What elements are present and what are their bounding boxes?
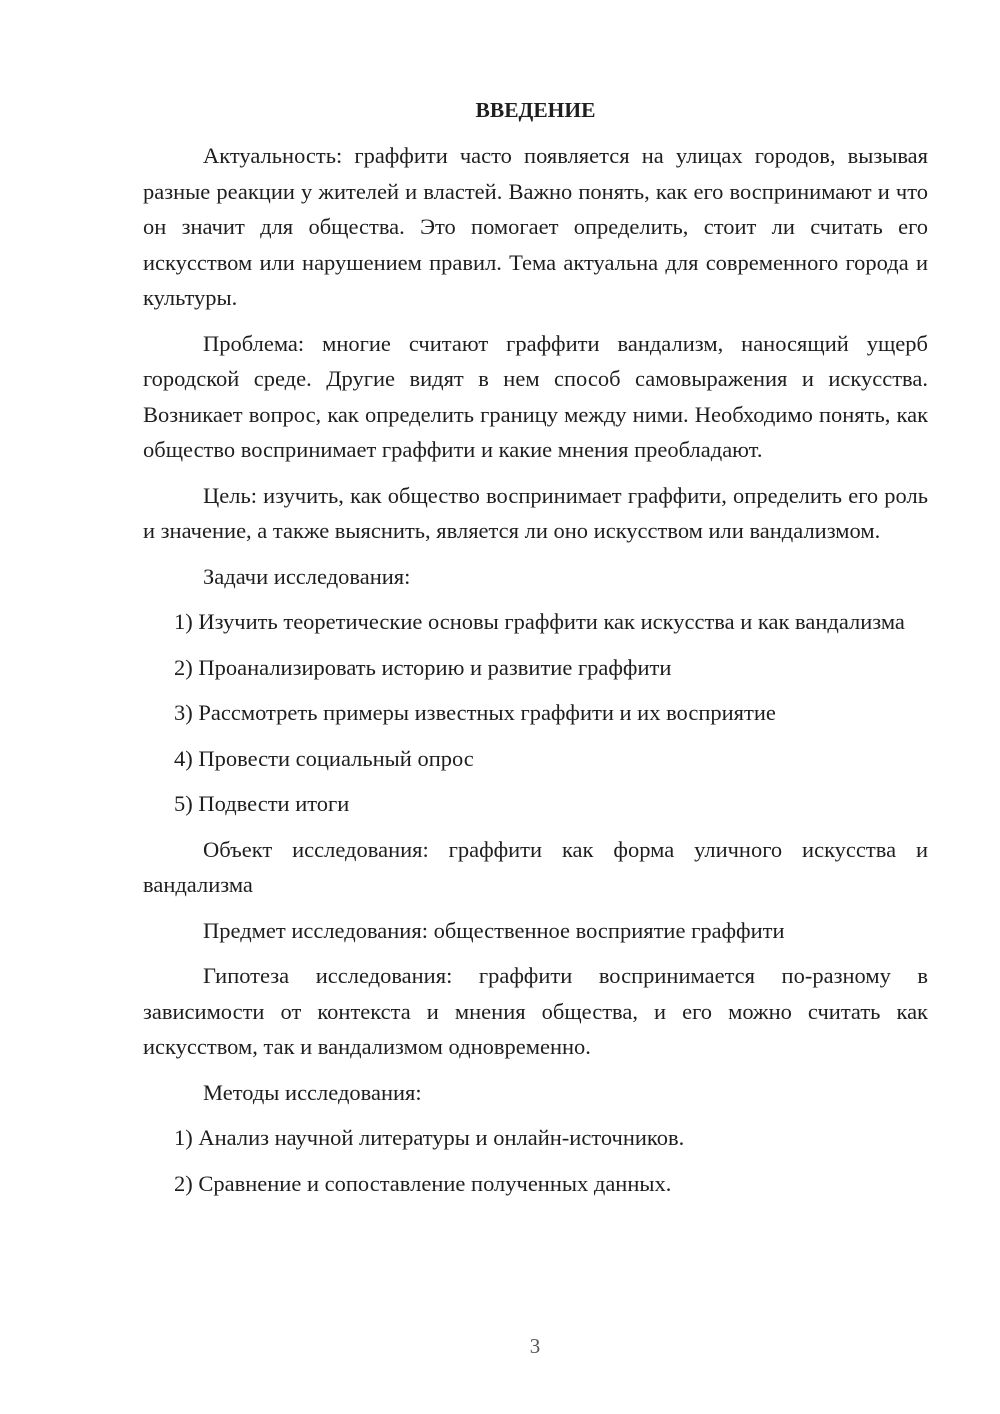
problem-paragraph: Проблема: многие считают граффити вандализм, наносящий ущерб городской среде. Другие видят в нем способ самовыражения и искусства. Возникает вопрос, как определить границу между ними. Необходимо понять, как общество воспринимает граффити и какие мнения преобладают. (143, 330, 928, 462)
page-title: ВВЕДЕНИЕ (475, 98, 596, 122)
task-item-2: 2) Проанализировать историю и развитие граффити (174, 654, 672, 680)
task-item-1: 1) Изучить теоретические основы граффити как искусства и как вандализма (174, 609, 905, 634)
goal-paragraph: Цель: изучить, как общество воспринимает граффити, определить его роль и значение, а также выяснить, является ли оно искусством или вандализмом. (143, 482, 928, 543)
hypothesis-paragraph: Гипотеза исследования: граффити воспринимается по-разному в зависимости от контекста и мнения общества, и его можно считать как искусством, так и вандализмом одновременно. (143, 963, 928, 1059)
relevance-paragraph: Актуальность: граффити часто появляется на улицах городов, вызывая разные реакции у жителей и властей. Важно понять, как его воспринимают и что он значит для общества. Это помогает определить, стоит ли считать его искусством или нарушением правил. Тема актуальна для современного города и культуры. (143, 143, 928, 310)
document-body (143, 94, 928, 1211)
task-item-4: 4) Провести социальный опрос (174, 745, 474, 771)
task-item-5: 5) Подвести итоги (174, 791, 350, 816)
method-item-2: 2) Сравнение и сопоставление полученных данных. (174, 1170, 672, 1196)
task-item-3: 3) Рассмотреть примеры известных граффити и их восприятие (174, 700, 776, 725)
tasks-heading: Задачи исследования: (203, 563, 411, 589)
methods-heading: Методы исследования: (203, 1079, 422, 1105)
method-item-1: 1) Анализ научной литературы и онлайн-источников. (174, 1125, 685, 1150)
subject-paragraph: Предмет исследования: общественное восприятие граффити (203, 917, 785, 943)
object-paragraph: Объект исследования: граффити как форма уличного искусства и вандализма (143, 836, 928, 897)
page-number: 3 (529, 1334, 541, 1358)
